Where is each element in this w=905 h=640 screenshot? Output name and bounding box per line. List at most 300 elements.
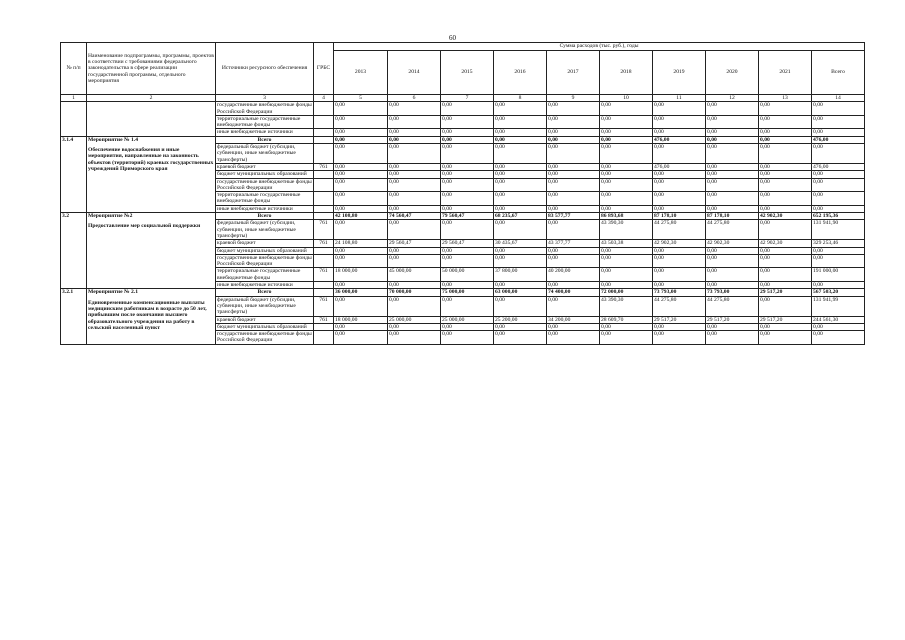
amount-cell: 0,00	[441, 323, 494, 330]
header-year: 2014	[388, 51, 441, 95]
header-year: 2016	[494, 51, 547, 95]
amount-cell: 0,00	[388, 171, 441, 178]
amount-cell: 0,00	[334, 220, 388, 240]
table-row	[61, 102, 865, 116]
amount-cell: 0,00	[494, 171, 547, 178]
amount-cell: 0,00	[388, 129, 441, 136]
amount-cell: 0,00	[600, 171, 653, 178]
header-year: 2017	[547, 51, 600, 95]
amount-cell: 25 000,00	[388, 316, 441, 323]
amount-cell: 0,00	[547, 163, 600, 170]
amount-cell: 0,00	[441, 115, 494, 129]
column-number: 2	[87, 95, 216, 102]
amount-cell: 42 902,30	[759, 240, 812, 247]
amount-cell: 0,00	[812, 115, 865, 129]
amount-cell: 0,00	[441, 205, 494, 212]
amount-cell: 42 902,30	[653, 240, 706, 247]
funding-source: иные внебюджетные источники	[216, 282, 314, 289]
amount-cell: 0,00	[600, 136, 653, 143]
amount-cell: 0,00	[812, 247, 865, 254]
amount-cell: 0,00	[388, 247, 441, 254]
amount-cell: 0,00	[706, 247, 759, 254]
measure-description: Единовременные компенсационные выплаты медицинским работникам в возрасте до 50 лет, прибывшим после окончания высшего образовательного учреждения на работу в сельский населенный пункт	[88, 299, 207, 331]
amount-cell: 0,00	[494, 296, 547, 316]
grbs-code	[314, 205, 334, 212]
amount-cell: 0,00	[388, 115, 441, 129]
header-year: 2021	[759, 51, 812, 95]
amount-cell: 29 517,20	[759, 289, 812, 296]
amount-cell: 43 390,30	[600, 220, 653, 240]
amount-cell: 0,00	[600, 102, 653, 116]
amount-cell: 0,00	[334, 163, 388, 170]
amount-cell: 74 560,47	[388, 213, 441, 220]
amount-cell: 0,00	[494, 247, 547, 254]
amount-cell: 0,00	[759, 115, 812, 129]
amount-cell: 0,00	[494, 323, 547, 330]
funding-source: Всего	[216, 289, 314, 296]
funding-source: территориальные государственные внебюджетные фонды	[216, 268, 314, 282]
grbs-code	[314, 213, 334, 220]
amount-cell: 0,00	[547, 144, 600, 164]
grbs-code: 761	[314, 296, 334, 316]
header-source: Источники ресурсного обеспечения	[216, 43, 314, 95]
amount-cell: 36 000,00	[334, 289, 388, 296]
grbs-code	[314, 171, 334, 178]
amount-cell: 0,00	[334, 247, 388, 254]
amount-cell: 0,00	[706, 163, 759, 170]
amount-cell: 0,00	[388, 205, 441, 212]
amount-cell: 43 503,38	[600, 240, 653, 247]
funding-source: территориальные государственные внебюджетные фонды	[216, 192, 314, 206]
amount-cell: 0,00	[388, 282, 441, 289]
header-year: Всего	[812, 51, 865, 95]
grbs-code	[314, 144, 334, 164]
amount-cell: 0,00	[706, 171, 759, 178]
grbs-code	[314, 192, 334, 206]
measure-number: 3.1.4	[61, 136, 87, 212]
amount-cell: 83 577,77	[547, 213, 600, 220]
header-grbs: ГРБС	[314, 43, 334, 95]
amount-cell: 0,00	[441, 178, 494, 192]
amount-cell: 0,00	[494, 192, 547, 206]
amount-cell: 476,00	[653, 136, 706, 143]
amount-cell: 0,00	[653, 268, 706, 282]
amount-cell: 0,00	[334, 102, 388, 116]
amount-cell: 0,00	[706, 136, 759, 143]
grbs-code: 761	[314, 220, 334, 240]
funding-source: федеральный бюджет (субсидии, субвенции, иные межбюджетные трансферты)	[216, 220, 314, 240]
amount-cell: 244 561,30	[812, 316, 865, 323]
amount-cell: 0,00	[388, 323, 441, 330]
grbs-code: 761	[314, 316, 334, 323]
amount-cell: 18 000,00	[334, 316, 388, 323]
amount-cell: 0,00	[547, 178, 600, 192]
amount-cell: 0,00	[441, 296, 494, 316]
amount-cell: 28 609,70	[600, 316, 653, 323]
amount-cell: 0,00	[812, 171, 865, 178]
header-year: 2020	[706, 51, 759, 95]
amount-cell: 0,00	[494, 282, 547, 289]
grbs-code	[314, 282, 334, 289]
amount-cell: 0,00	[706, 331, 759, 345]
amount-cell: 0,00	[494, 205, 547, 212]
amount-cell: 29 517,20	[653, 316, 706, 323]
amount-cell: 0,00	[812, 205, 865, 212]
amount-cell: 0,00	[653, 282, 706, 289]
grbs-code	[314, 129, 334, 136]
amount-cell: 0,00	[547, 220, 600, 240]
measure-title: Мероприятие №2	[88, 213, 133, 220]
amount-cell: 0,00	[653, 129, 706, 136]
amount-cell: 0,00	[334, 254, 388, 268]
column-number: 6	[388, 95, 441, 102]
amount-cell: 0,00	[706, 129, 759, 136]
amount-cell: 476,00	[812, 163, 865, 170]
table-row	[61, 136, 865, 143]
amount-cell: 0,00	[388, 144, 441, 164]
amount-cell: 25 000,00	[441, 316, 494, 323]
amount-cell: 0,00	[653, 115, 706, 129]
amount-cell: 652 195,36	[812, 213, 865, 220]
amount-cell: 0,00	[441, 254, 494, 268]
amount-cell: 0,00	[547, 296, 600, 316]
amount-cell: 0,00	[547, 247, 600, 254]
amount-cell: 0,00	[812, 331, 865, 345]
amount-cell: 0,00	[653, 171, 706, 178]
amount-cell: 29 560,47	[441, 240, 494, 247]
amount-cell: 44 275,80	[653, 220, 706, 240]
amount-cell: 0,00	[759, 178, 812, 192]
amount-cell: 0,00	[388, 331, 441, 345]
amount-cell: 0,00	[334, 331, 388, 345]
measure-number: 3.2	[61, 213, 87, 289]
amount-cell: 0,00	[334, 178, 388, 192]
amount-cell: 0,00	[388, 178, 441, 192]
amount-cell: 0,00	[812, 254, 865, 268]
column-number: 8	[494, 95, 547, 102]
amount-cell: 0,00	[653, 331, 706, 345]
funding-source: государственные внебюджетные фонды Российской Федерации	[217, 331, 312, 344]
funding-source: бюджет муниципальных образований	[216, 323, 314, 330]
measure-name-cell	[87, 102, 216, 136]
header-year: 2015	[441, 51, 494, 95]
measure-title: Мероприятие № 2.1	[88, 289, 139, 296]
amount-cell: 0,00	[441, 247, 494, 254]
amount-cell: 0,00	[600, 247, 653, 254]
funding-source: Всего	[216, 136, 314, 143]
amount-cell: 0,00	[494, 163, 547, 170]
amount-cell: 0,00	[653, 144, 706, 164]
amount-cell: 0,00	[388, 163, 441, 170]
funding-source: краевой бюджет	[216, 316, 314, 323]
amount-cell: 30 435,67	[494, 240, 547, 247]
amount-cell: 0,00	[547, 171, 600, 178]
column-number: 12	[706, 95, 759, 102]
amount-cell: 0,00	[600, 268, 653, 282]
amount-cell: 24 108,80	[334, 240, 388, 247]
funding-source: краевой бюджет	[216, 240, 314, 247]
amount-cell: 73 793,00	[706, 289, 759, 296]
amount-cell: 0,00	[334, 192, 388, 206]
amount-cell: 0,00	[706, 192, 759, 206]
amount-cell: 0,00	[441, 144, 494, 164]
amount-cell: 0,00	[812, 144, 865, 164]
amount-cell: 0,00	[759, 192, 812, 206]
column-number: 3	[216, 95, 314, 102]
amount-cell: 0,00	[441, 163, 494, 170]
grbs-code	[314, 102, 334, 116]
funding-source: бюджет муниципальных образований	[216, 171, 314, 178]
amount-cell: 0,00	[388, 254, 441, 268]
grbs-code	[314, 247, 334, 254]
amount-cell: 0,00	[600, 323, 653, 330]
amount-cell: 0,00	[600, 192, 653, 206]
amount-cell: 0,00	[441, 171, 494, 178]
amount-cell: 0,00	[653, 323, 706, 330]
amount-cell: 29 560,47	[388, 240, 441, 247]
measure-name-cell	[87, 289, 216, 344]
grbs-code: 761	[314, 240, 334, 247]
amount-cell: 0,00	[759, 102, 812, 116]
amount-cell: 87 178,10	[706, 213, 759, 220]
column-number: 10	[600, 95, 653, 102]
amount-cell: 0,00	[759, 247, 812, 254]
amount-cell: 0,00	[759, 268, 812, 282]
table-row	[61, 213, 865, 220]
measure-description: Предоставление мер социальной поддержки	[88, 223, 201, 230]
funding-source: федеральный бюджет (субсидии, субвенции, иные межбюджетные трансферты)	[216, 144, 314, 164]
amount-cell: 0,00	[653, 247, 706, 254]
header-year: 2018	[600, 51, 653, 95]
amount-cell: 43 377,77	[547, 240, 600, 247]
amount-cell: 0,00	[494, 331, 547, 345]
column-number: 11	[653, 95, 706, 102]
measure-name-cell	[87, 213, 216, 289]
amount-cell: 0,00	[600, 129, 653, 136]
measure-title: Мероприятие № 1.4	[88, 136, 139, 143]
amount-cell: 0,00	[547, 205, 600, 212]
column-number: 9	[547, 95, 600, 102]
amount-cell: 70 000,00	[388, 289, 441, 296]
header-name: Наименование подпрограммы, программы, проектов в соответствии с требованиями федерального законодательства в сфере реализации государственной программы, отдельного мероприятия	[87, 43, 216, 95]
amount-cell: 0,00	[547, 323, 600, 330]
amount-cell: 0,00	[706, 144, 759, 164]
amount-cell: 79 560,47	[441, 213, 494, 220]
amount-cell: 0,00	[759, 144, 812, 164]
amount-cell: 0,00	[441, 331, 494, 345]
amount-cell: 0,00	[334, 144, 388, 164]
amount-cell: 0,00	[653, 192, 706, 206]
amount-cell: 191 000,00	[812, 268, 865, 282]
amount-cell: 476,00	[653, 163, 706, 170]
amount-cell: 0,00	[653, 205, 706, 212]
amount-cell: 0,00	[334, 296, 388, 316]
amount-cell: 0,00	[494, 136, 547, 143]
amount-cell: 34 200,00	[547, 316, 600, 323]
amount-cell: 0,00	[759, 163, 812, 170]
amount-cell: 0,00	[600, 282, 653, 289]
amount-cell: 0,00	[706, 254, 759, 268]
grbs-code	[314, 331, 334, 345]
amount-cell: 0,00	[600, 254, 653, 268]
amount-cell: 72 000,00	[600, 289, 653, 296]
amount-cell: 29 517,20	[706, 316, 759, 323]
amount-cell: 567 503,20	[812, 289, 865, 296]
amount-cell: 0,00	[494, 254, 547, 268]
funding-source: иные внебюджетные источники	[216, 129, 314, 136]
table-row	[61, 289, 865, 296]
amount-cell: 0,00	[547, 282, 600, 289]
amount-cell: 0,00	[706, 102, 759, 116]
amount-cell: 0,00	[653, 178, 706, 192]
grbs-code	[314, 289, 334, 296]
amount-cell: 131 941,90	[812, 220, 865, 240]
amount-cell: 25 200,00	[494, 316, 547, 323]
amount-cell: 68 235,67	[494, 213, 547, 220]
amount-cell: 0,00	[547, 331, 600, 345]
amount-cell: 0,00	[441, 102, 494, 116]
amount-cell: 0,00	[494, 129, 547, 136]
amount-cell: 0,00	[759, 171, 812, 178]
amount-cell: 0,00	[812, 282, 865, 289]
grbs-code: 761	[314, 268, 334, 282]
amount-cell: 0,00	[334, 282, 388, 289]
funding-source: государственные внебюджетные фонды Российской Федерации	[217, 254, 312, 268]
amount-cell: 0,00	[600, 178, 653, 192]
header-year: 2019	[653, 51, 706, 95]
amount-cell: 45 000,00	[388, 268, 441, 282]
amount-cell: 329 253,46	[812, 240, 865, 247]
amount-cell: 0,00	[441, 129, 494, 136]
amount-cell: 0,00	[759, 205, 812, 212]
amount-cell: 0,00	[600, 115, 653, 129]
amount-cell: 0,00	[494, 144, 547, 164]
amount-cell: 87 178,10	[653, 213, 706, 220]
amount-cell: 0,00	[706, 205, 759, 212]
amount-cell: 0,00	[759, 129, 812, 136]
amount-cell: 44 275,80	[706, 220, 759, 240]
amount-cell: 0,00	[759, 296, 812, 316]
amount-cell: 0,00	[600, 331, 653, 345]
amount-cell: 44 275,80	[706, 296, 759, 316]
column-number: 4	[314, 95, 334, 102]
amount-cell: 0,00	[494, 102, 547, 116]
amount-cell: 0,00	[812, 323, 865, 330]
measure-number	[61, 102, 87, 136]
amount-cell: 0,00	[547, 129, 600, 136]
amount-cell: 0,00	[600, 163, 653, 170]
grbs-code	[314, 323, 334, 330]
amount-cell: 0,00	[334, 115, 388, 129]
amount-cell: 0,00	[388, 220, 441, 240]
amount-cell: 0,00	[706, 115, 759, 129]
funding-source: государственные внебюджетные фонды Российской Федерации	[217, 102, 312, 115]
amount-cell: 0,00	[494, 115, 547, 129]
amount-cell: 0,00	[547, 136, 600, 143]
funding-source: краевой бюджет	[216, 163, 314, 170]
funding-source: федеральный бюджет (субсидии, субвенции, иные межбюджетные трансферты)	[216, 296, 314, 316]
column-number: 1	[61, 95, 87, 102]
column-number: 14	[812, 95, 865, 102]
budget-table	[60, 42, 865, 345]
amount-cell: 0,00	[759, 323, 812, 330]
amount-cell: 0,00	[334, 323, 388, 330]
amount-cell: 0,00	[388, 296, 441, 316]
amount-cell: 0,00	[388, 102, 441, 116]
amount-cell: 42 108,80	[334, 213, 388, 220]
amount-cell: 0,00	[388, 136, 441, 143]
amount-cell: 50 000,00	[441, 268, 494, 282]
amount-cell: 0,00	[759, 136, 812, 143]
amount-cell: 42 902,30	[706, 240, 759, 247]
amount-cell: 0,00	[653, 254, 706, 268]
amount-cell: 0,00	[547, 192, 600, 206]
header-num: № п/п	[61, 43, 87, 95]
amount-cell: 0,00	[547, 254, 600, 268]
measure-name-cell	[87, 136, 216, 212]
amount-cell: 0,00	[706, 178, 759, 192]
amount-cell: 0,00	[706, 282, 759, 289]
amount-cell: 0,00	[441, 220, 494, 240]
header-sum: Сумма расходов (тыс. руб.), годы	[334, 43, 865, 51]
amount-cell: 0,00	[334, 205, 388, 212]
amount-cell: 0,00	[494, 178, 547, 192]
column-number: 5	[334, 95, 388, 102]
funding-source: Всего	[216, 213, 314, 220]
amount-cell: 0,00	[759, 254, 812, 268]
amount-cell: 40 200,00	[547, 268, 600, 282]
amount-cell: 37 800,00	[494, 268, 547, 282]
amount-cell: 0,00	[494, 220, 547, 240]
amount-cell: 0,00	[547, 102, 600, 116]
funding-source: бюджет муниципальных образований	[216, 247, 314, 254]
amount-cell: 42 902,30	[759, 213, 812, 220]
amount-cell: 0,00	[388, 192, 441, 206]
funding-source: иные внебюджетные источники	[216, 205, 314, 212]
amount-cell: 86 893,68	[600, 213, 653, 220]
amount-cell: 0,00	[441, 192, 494, 206]
measure-number: 3.2.1	[61, 289, 87, 344]
amount-cell: 0,00	[441, 136, 494, 143]
grbs-code	[314, 254, 334, 268]
page-number: 60	[449, 34, 456, 42]
amount-cell: 0,00	[812, 192, 865, 206]
amount-cell: 18 000,00	[334, 268, 388, 282]
amount-cell: 131 941,99	[812, 296, 865, 316]
amount-cell: 0,00	[759, 282, 812, 289]
amount-cell: 74 400,00	[547, 289, 600, 296]
amount-cell: 0,00	[812, 178, 865, 192]
column-number: 13	[759, 95, 812, 102]
amount-cell: 476,00	[812, 136, 865, 143]
funding-source: государственные внебюджетные фонды Российской Федерации	[217, 178, 312, 191]
amount-cell: 0,00	[600, 205, 653, 212]
grbs-code: 761	[314, 163, 334, 170]
amount-cell: 0,00	[600, 144, 653, 164]
grbs-code	[314, 136, 334, 143]
amount-cell: 0,00	[334, 129, 388, 136]
amount-cell: 0,00	[706, 268, 759, 282]
amount-cell: 0,00	[812, 102, 865, 116]
amount-cell: 75 000,00	[441, 289, 494, 296]
grbs-code	[314, 178, 334, 192]
grbs-code	[314, 115, 334, 129]
amount-cell: 0,00	[812, 129, 865, 136]
amount-cell: 0,00	[653, 102, 706, 116]
measure-description: Обеспечение водоснабжения и иные мероприятия, направленные на законность объектов (территорий) краевых государственных учреждений Приморского края	[88, 147, 214, 172]
column-number: 7	[441, 95, 494, 102]
amount-cell: 0,00	[441, 282, 494, 289]
